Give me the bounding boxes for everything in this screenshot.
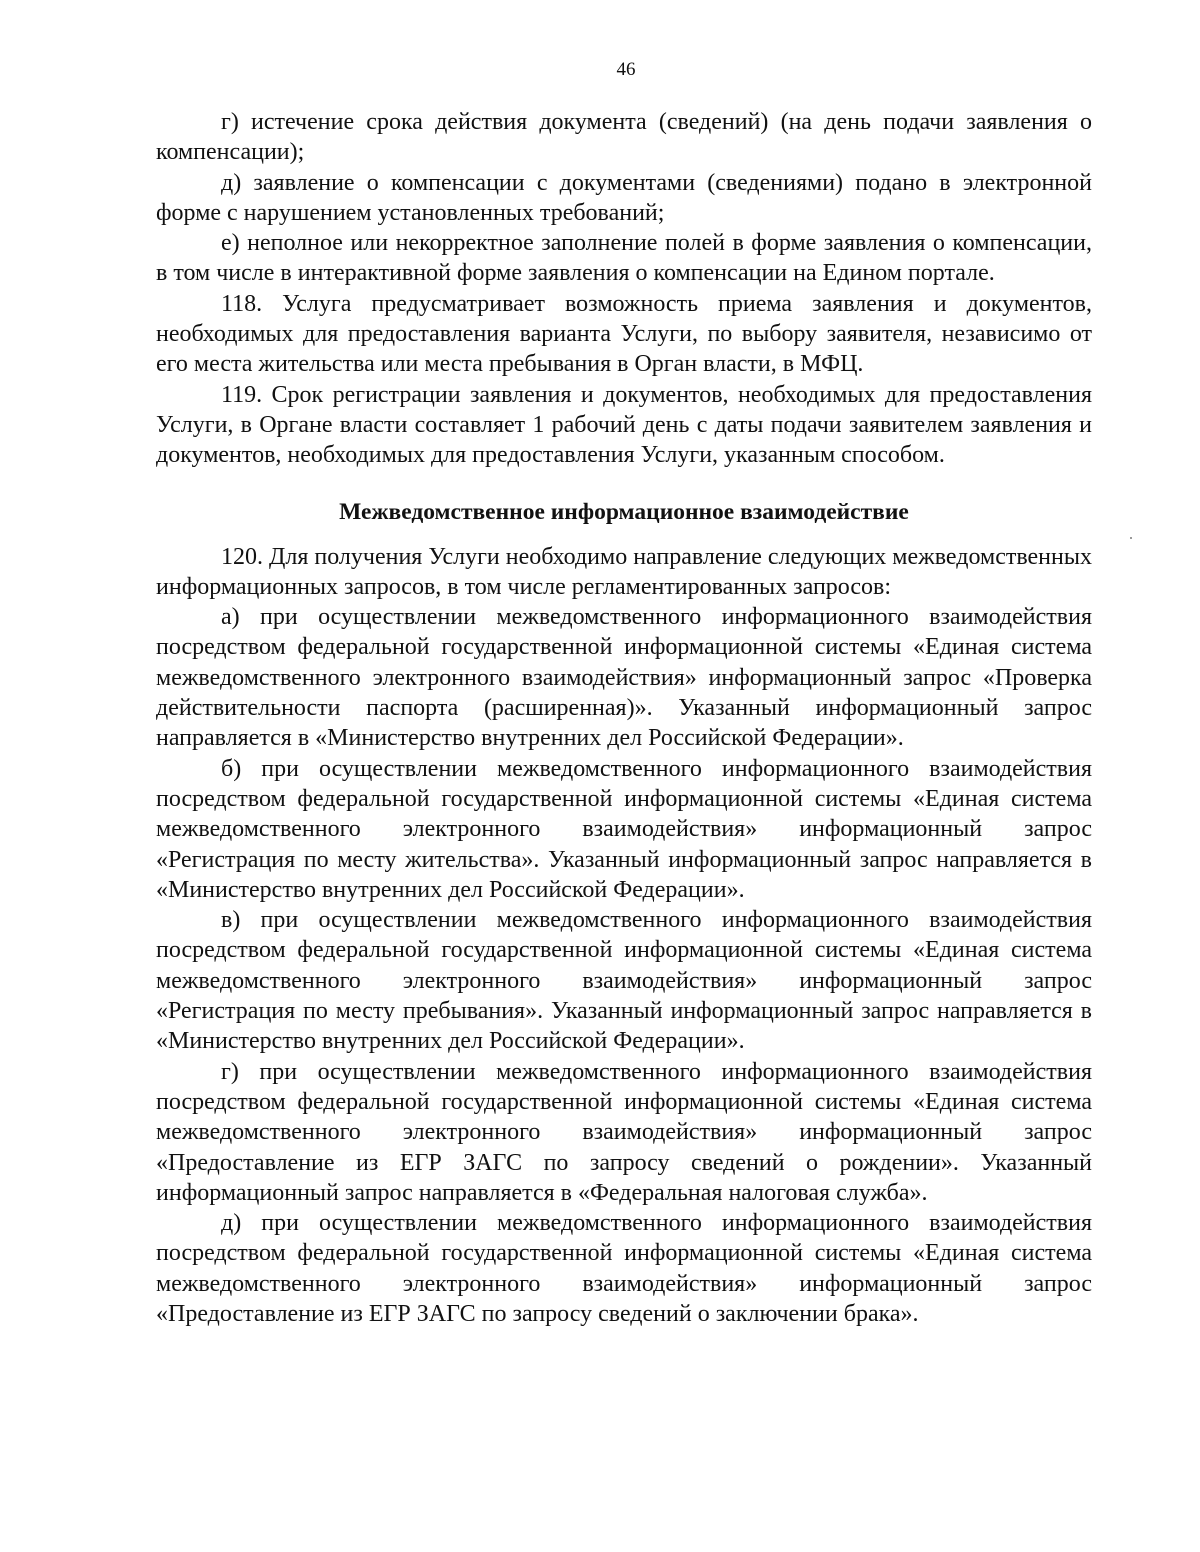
paragraph-118: 118. Услуга предусматривает возможность приема заявления и документов, необходимых для предоставления варианта Услуги, по выбору заявителя, независимо от его места жительства или места пребывания в Орган власти, в МФЦ. <box>156 290 1092 378</box>
scan-dust-mark <box>1130 537 1132 539</box>
paragraph-120-d: д) при осуществлении межведомственного информационного взаимодействия посредством федеральной государственной информационной системы «Единая система межведомственного электронного взаимодействия» информационный запрос «Предоставление из ЕГР ЗАГС по запросу сведений о заключении брака». <box>156 1210 1092 1327</box>
page-number: 46 <box>616 59 636 80</box>
paragraph-denial-ground-e: е) неполное или некорректное заполнение полей в форме заявления о компенсации, в том числе в интерактивной форме заявления о компенсации на Едином портале. <box>156 230 1092 287</box>
paragraph-120-g: г) при осуществлении межведомственного информационного взаимодействия посредством федеральной государственной информационной системы «Единая система межведомственного электронного взаимодействия» информационный запрос «Предоставление из ЕГР ЗАГС по запросу сведений о рождении». Указанный информационный запрос направляется в «Федеральная налоговая служба». <box>156 1058 1092 1206</box>
paragraph-120-b: б) при осуществлении межведомственного информационного взаимодействия посредством федеральной государственной информационной системы «Единая система межведомственного электронного взаимодействия» информационный запрос «Регистрация по месту жительства». Указанный информационный запрос направляется в «Министерство внутренних дел Российской Федерации». <box>156 755 1092 903</box>
document-body <box>156 107 1092 1329</box>
paragraph-119: 119. Срок регистрации заявления и документов, необходимых для предоставления Услуги, в Органе власти составляет 1 рабочий день с даты подачи заявителем заявления и документов, необходимых для предоставления Услуги, указанным способом. <box>156 381 1092 469</box>
paragraph-denial-ground-g: г) истечение срока действия документа (сведений) (на день подачи заявления о компенсации); <box>156 109 1092 166</box>
section-heading: Межведомственное информационное взаимодействие <box>339 498 909 525</box>
paragraph-120-a: а) при осуществлении межведомственного информационного взаимодействия посредством федеральной государственной информационной системы «Единая система межведомственного электронного взаимодействия» информационный запрос «Проверка действительности паспорта (расширенная)». Указанный информационный запрос направляется в «Министерство внутренних дел Российской Федерации». <box>156 604 1092 752</box>
paragraph-denial-ground-d: д) заявление о компенсации с документами (сведениями) подано в электронной форме с нарушением установленных требований; <box>156 169 1092 226</box>
paragraph-120: 120. Для получения Услуги необходимо направление следующих межведомственных информационных запросов, в том числе регламентированных запросов: <box>156 543 1092 600</box>
paragraph-120-v: в) при осуществлении межведомственного информационного взаимодействия посредством федеральной государственной информационной системы «Единая система межведомственного электронного взаимодействия» информационный запрос «Регистрация по месту пребывания». Указанный информационный запрос направляется в «Министерство внутренних дел Российской Федерации». <box>156 907 1092 1055</box>
